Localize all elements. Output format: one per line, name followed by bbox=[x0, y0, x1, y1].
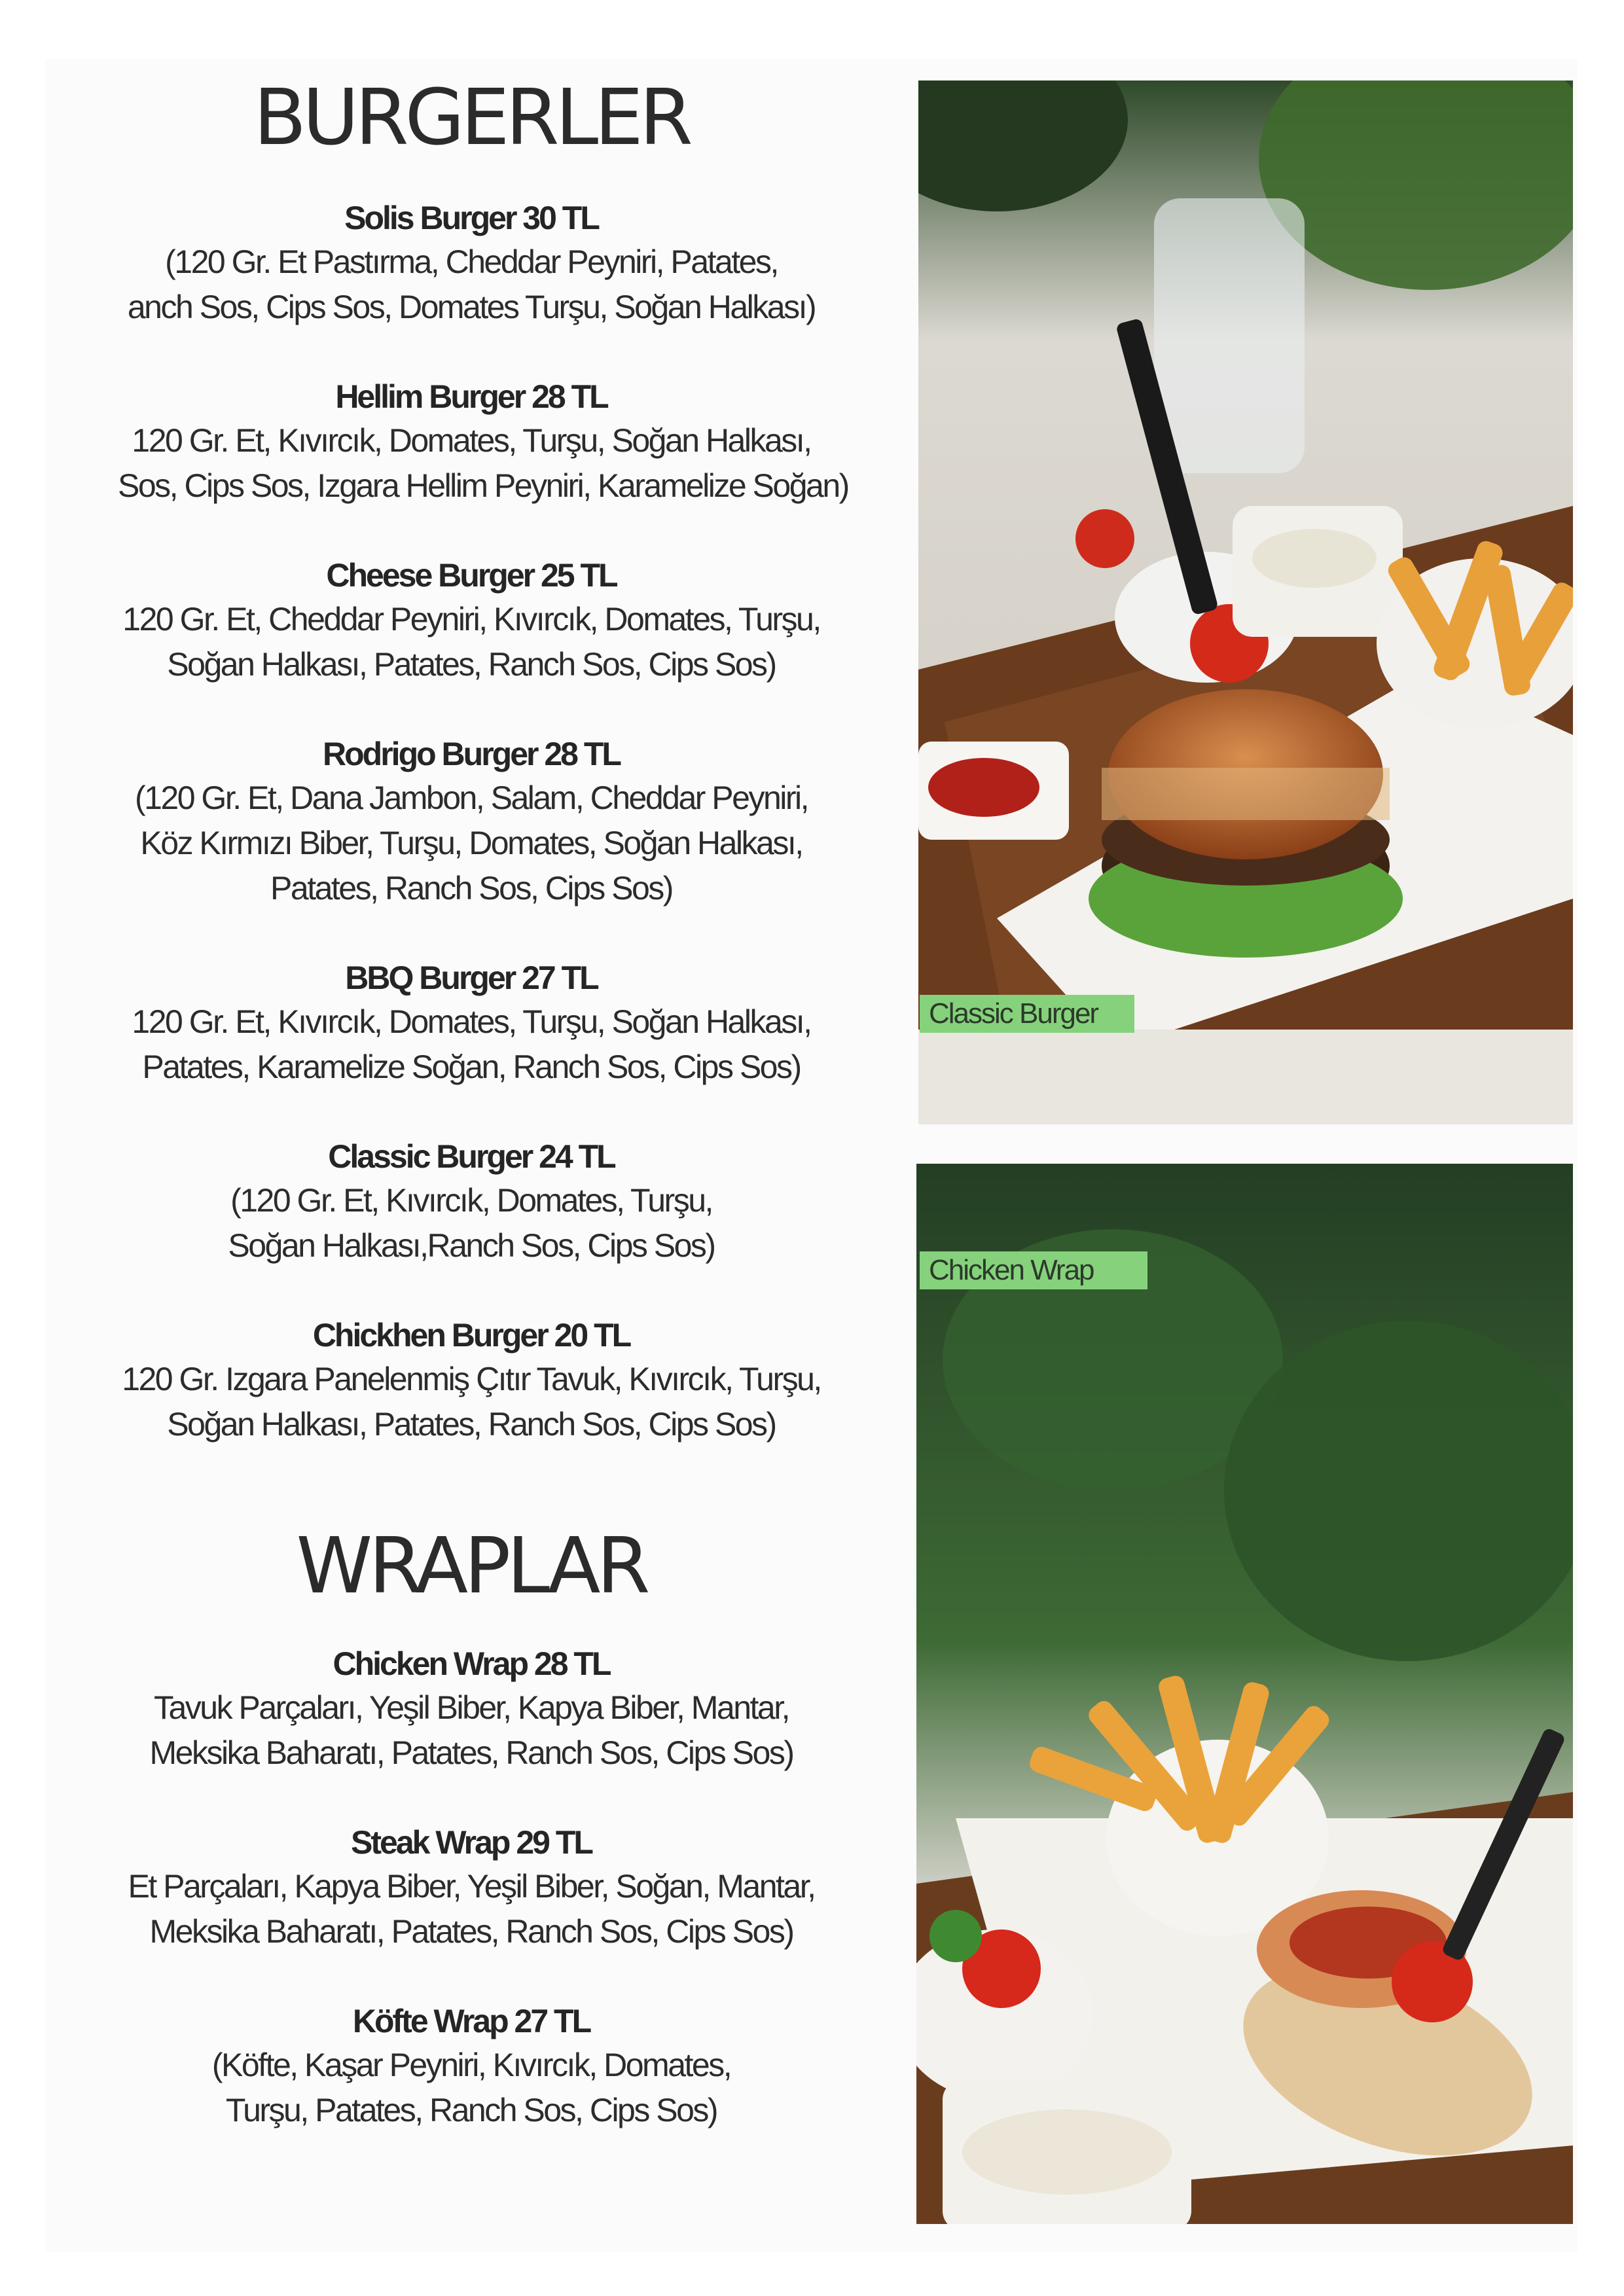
menu-item-description: Soğan Halkası,Ranch Sos, Cips Sos) bbox=[228, 1227, 715, 1264]
menu-item-description: (120 Gr. Et, Kıvırcık, Domates, Turşu, bbox=[230, 1182, 712, 1219]
menu-item-title: BBQ Burger 27 TL bbox=[345, 960, 598, 996]
menu-item bbox=[118, 1642, 825, 1776]
section-title-burgers: BURGERLER bbox=[253, 72, 689, 162]
burger-list bbox=[118, 196, 848, 1447]
menu-item-title: Hellim Burger 28 TL bbox=[335, 378, 607, 415]
menu-item-description: 120 Gr. Et, Cheddar Peyniri, Kıvırcık, Domates, Turşu, bbox=[122, 601, 820, 637]
menu-item-description: Soğan Halkası, Patates, Ranch Sos, Cips Sos) bbox=[167, 646, 776, 683]
menu-item bbox=[118, 732, 825, 911]
menu-item-title: Solis Burger 30 TL bbox=[344, 200, 598, 236]
section-title-wraps: WRAPLAR bbox=[296, 1520, 647, 1611]
burger-photo bbox=[918, 81, 1573, 1124]
menu-item-description: anch Sos, Cips Sos, Domates Turşu, Soğan Halkası) bbox=[127, 289, 816, 325]
menu-item bbox=[118, 554, 825, 687]
menu-item-description: (120 Gr. Et Pastırma, Cheddar Peyniri, Patates, bbox=[165, 243, 778, 280]
menu-item bbox=[118, 956, 825, 1090]
menu-item-title: Chickhen Burger 20 TL bbox=[312, 1317, 630, 1354]
menu-item-description: Et Parçaları, Kapya Biber, Yeşil Biber, Soğan, Mantar, bbox=[128, 1868, 815, 1905]
menu-item-description: 120 Gr. Et, Kıvırcık, Domates, Turşu, Soğan Halkası, bbox=[132, 422, 811, 459]
menu-item-title: Köfte Wrap 27 TL bbox=[352, 2003, 590, 2039]
menu-item bbox=[118, 2000, 825, 2133]
menu-item bbox=[118, 1821, 825, 1954]
photo-label-classic-burger: Classic Burger bbox=[920, 995, 1134, 1033]
menu-item-description: Köz Kırmızı Biber, Turşu, Domates, Soğan Halkası, bbox=[140, 825, 803, 861]
menu-item-title: Chicken Wrap 28 TL bbox=[333, 1645, 610, 1682]
wrap-photo-illustration bbox=[916, 1164, 1573, 2224]
photo-label-chicken-wrap: Chicken Wrap bbox=[920, 1251, 1147, 1289]
menu-item-description: Patates, Karamelize Soğan, Ranch Sos, Cips Sos) bbox=[142, 1049, 801, 1085]
menu-column bbox=[118, 59, 848, 2178]
menu-item-title: Cheese Burger 25 TL bbox=[326, 557, 617, 594]
menu-item-description: 120 Gr. Izgara Panelenmiş Çıtır Tavuk, Kıvırcık, Turşu, bbox=[122, 1361, 821, 1397]
menu-item-description: Tavuk Parçaları, Yeşil Biber, Kapya Biber, Mantar, bbox=[153, 1689, 789, 1726]
menu-item-description: 120 Gr. Et, Kıvırcık, Domates, Turşu, Soğan Halkası, bbox=[132, 1003, 811, 1040]
menu-item-title: Steak Wrap 29 TL bbox=[351, 1824, 592, 1861]
menu-item bbox=[118, 1314, 825, 1447]
menu-item-description: Turşu, Patates, Ranch Sos, Cips Sos) bbox=[225, 2092, 717, 2128]
menu-item bbox=[118, 1135, 825, 1268]
wrap-list bbox=[118, 1642, 825, 2133]
menu-item bbox=[118, 196, 825, 330]
menu-item-description: Sos, Cips Sos, Izgara Hellim Peyniri, Karamelize Soğan) bbox=[118, 467, 848, 504]
menu-item-description: Soğan Halkası, Patates, Ranch Sos, Cips Sos) bbox=[167, 1406, 776, 1443]
menu-item-title: Classic Burger 24 TL bbox=[328, 1138, 615, 1175]
menu-item-description: Patates, Ranch Sos, Cips Sos) bbox=[270, 870, 672, 906]
burger-photo-illustration bbox=[918, 81, 1573, 1124]
menu-item-description: Meksika Baharatı, Patates, Ranch Sos, Cips Sos) bbox=[149, 1734, 793, 1771]
menu-item bbox=[118, 375, 848, 509]
wrap-photo bbox=[916, 1164, 1573, 2224]
menu-item-description: Meksika Baharatı, Patates, Ranch Sos, Cips Sos) bbox=[149, 1913, 793, 1950]
menu-item-title: Rodrigo Burger 28 TL bbox=[323, 736, 620, 772]
menu-item-description: (Köfte, Kaşar Peyniri, Kıvırcık, Domates, bbox=[211, 2047, 731, 2083]
menu-item-description: (120 Gr. Et, Dana Jambon, Salam, Cheddar Peyniri, bbox=[134, 780, 808, 816]
